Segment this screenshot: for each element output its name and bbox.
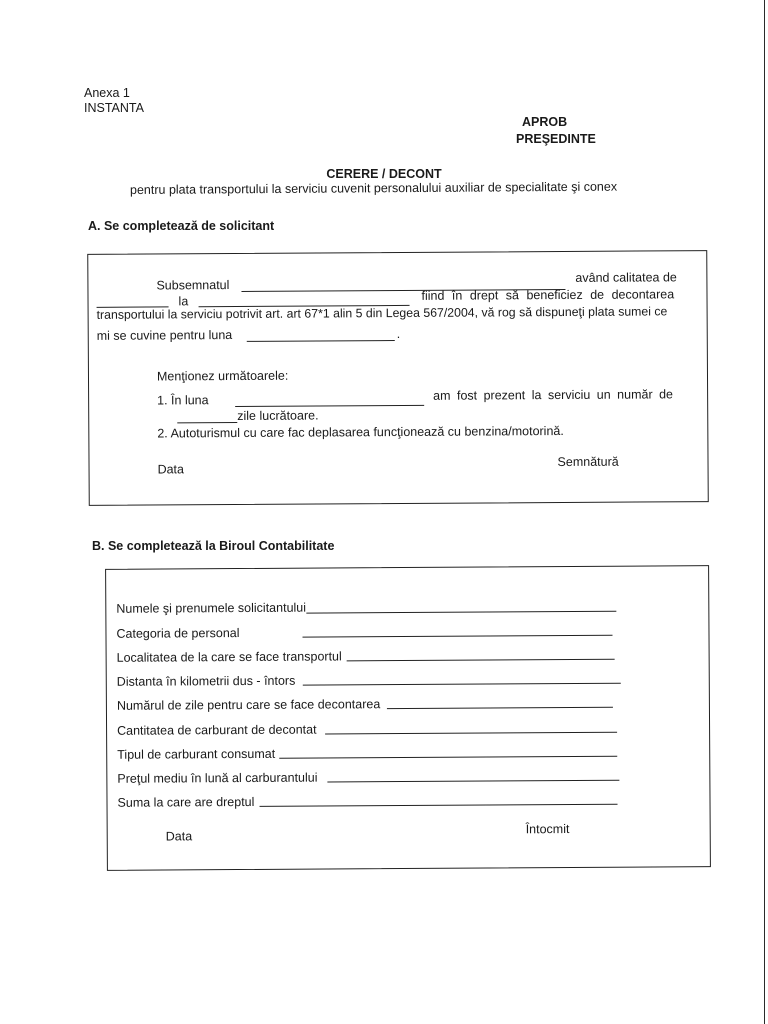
approve-label: APROB xyxy=(522,115,568,129)
section-a-heading: A. Se completează de solicitant xyxy=(88,219,275,233)
document-subtitle: pentru plata transportului la serviciu cuvenit personalului auxiliar de specialitate şi conex xyxy=(129,179,618,197)
field-staff-category-blank[interactable] xyxy=(303,635,613,638)
field-days xyxy=(117,697,380,713)
court-label: INSTANTA xyxy=(84,101,144,115)
scan-edge-line xyxy=(764,0,765,1024)
field-origin-locality-blank[interactable] xyxy=(347,659,615,662)
item2-text: 2. Autoturismul cu care fac deplasarea funcţionează cu benzina/motorină. xyxy=(157,423,564,441)
annex-block xyxy=(84,86,144,116)
field-fuel-type xyxy=(117,747,275,762)
section-a-date-label: Data xyxy=(157,462,185,477)
month-label: mi se cuvine pentru luna xyxy=(96,328,233,343)
field-label: Categoria de personal xyxy=(116,626,240,641)
field-applicant-name xyxy=(116,601,306,616)
item1-month-blank[interactable] xyxy=(235,405,424,407)
entitled-text: fiind în drept să beneficiez de decontarea xyxy=(421,287,675,303)
field-amount-blank[interactable] xyxy=(260,804,618,807)
field-label: Numele şi prenumele solicitantului xyxy=(116,600,307,616)
annex-label: Anexa 1 xyxy=(84,86,130,100)
field-distance-blank[interactable] xyxy=(303,683,621,686)
workdays-label: zile lucrătoare. xyxy=(237,408,319,423)
field-label: Numărul de zile pentru care se face decontarea xyxy=(116,697,381,713)
field-distance xyxy=(117,674,296,689)
field-fuel-price xyxy=(117,771,317,786)
field-fuel-price-blank[interactable] xyxy=(327,780,619,783)
field-label: Suma la care are dreptul xyxy=(117,794,255,810)
applicant-name-label: Subsemnatul xyxy=(156,278,230,293)
field-origin-locality xyxy=(117,649,342,664)
mention-label: Menţionez următoarele: xyxy=(156,368,289,384)
item1-label: 1. În luna xyxy=(157,393,209,408)
signature-label: Semnătură xyxy=(557,454,619,470)
section-b-box xyxy=(105,565,711,871)
at-label: la xyxy=(178,294,189,309)
field-fuel-quantity-blank[interactable] xyxy=(325,732,617,735)
item1-presence-text: am fost prezent la serviciu un număr de xyxy=(433,387,674,403)
section-b-heading: B. Se completează la Biroul Contabilitate xyxy=(92,539,335,553)
field-label: Distanta în kilometrii dus - întors xyxy=(116,673,296,689)
field-label: Preţul mediu în lună al carburantului xyxy=(117,770,318,786)
month-end: . xyxy=(396,326,401,342)
field-applicant-name-blank[interactable] xyxy=(306,611,616,614)
month-blank[interactable] xyxy=(247,340,395,342)
field-label: Cantitatea de carburant de decontat xyxy=(117,722,317,738)
field-amount xyxy=(117,795,254,810)
legal-basis-text: transportului la serviciu potrivit art. art 67*1 alin 5 din Legea 567/2004, vă rog să dispuneţi plata sumei ce xyxy=(96,304,668,322)
president-label: PREŞEDINTE xyxy=(516,132,596,146)
capacity-label: având calitatea de xyxy=(575,270,677,285)
section-a-box xyxy=(87,250,709,506)
field-fuel-quantity xyxy=(117,723,317,738)
approval-block xyxy=(516,114,596,148)
field-days-blank[interactable] xyxy=(387,707,613,709)
workdays-blank[interactable] xyxy=(177,422,237,423)
document-title: CERERE / DECONT xyxy=(326,167,442,181)
field-label: Tipul de carburant consumat xyxy=(117,746,276,762)
prepared-by-label: Întocmit xyxy=(525,822,570,837)
field-staff-category xyxy=(116,626,239,641)
section-b-date-label: Data xyxy=(165,829,193,844)
field-label: Localitatea de la care se face transportul xyxy=(116,649,342,665)
field-fuel-type-blank[interactable] xyxy=(279,756,617,759)
